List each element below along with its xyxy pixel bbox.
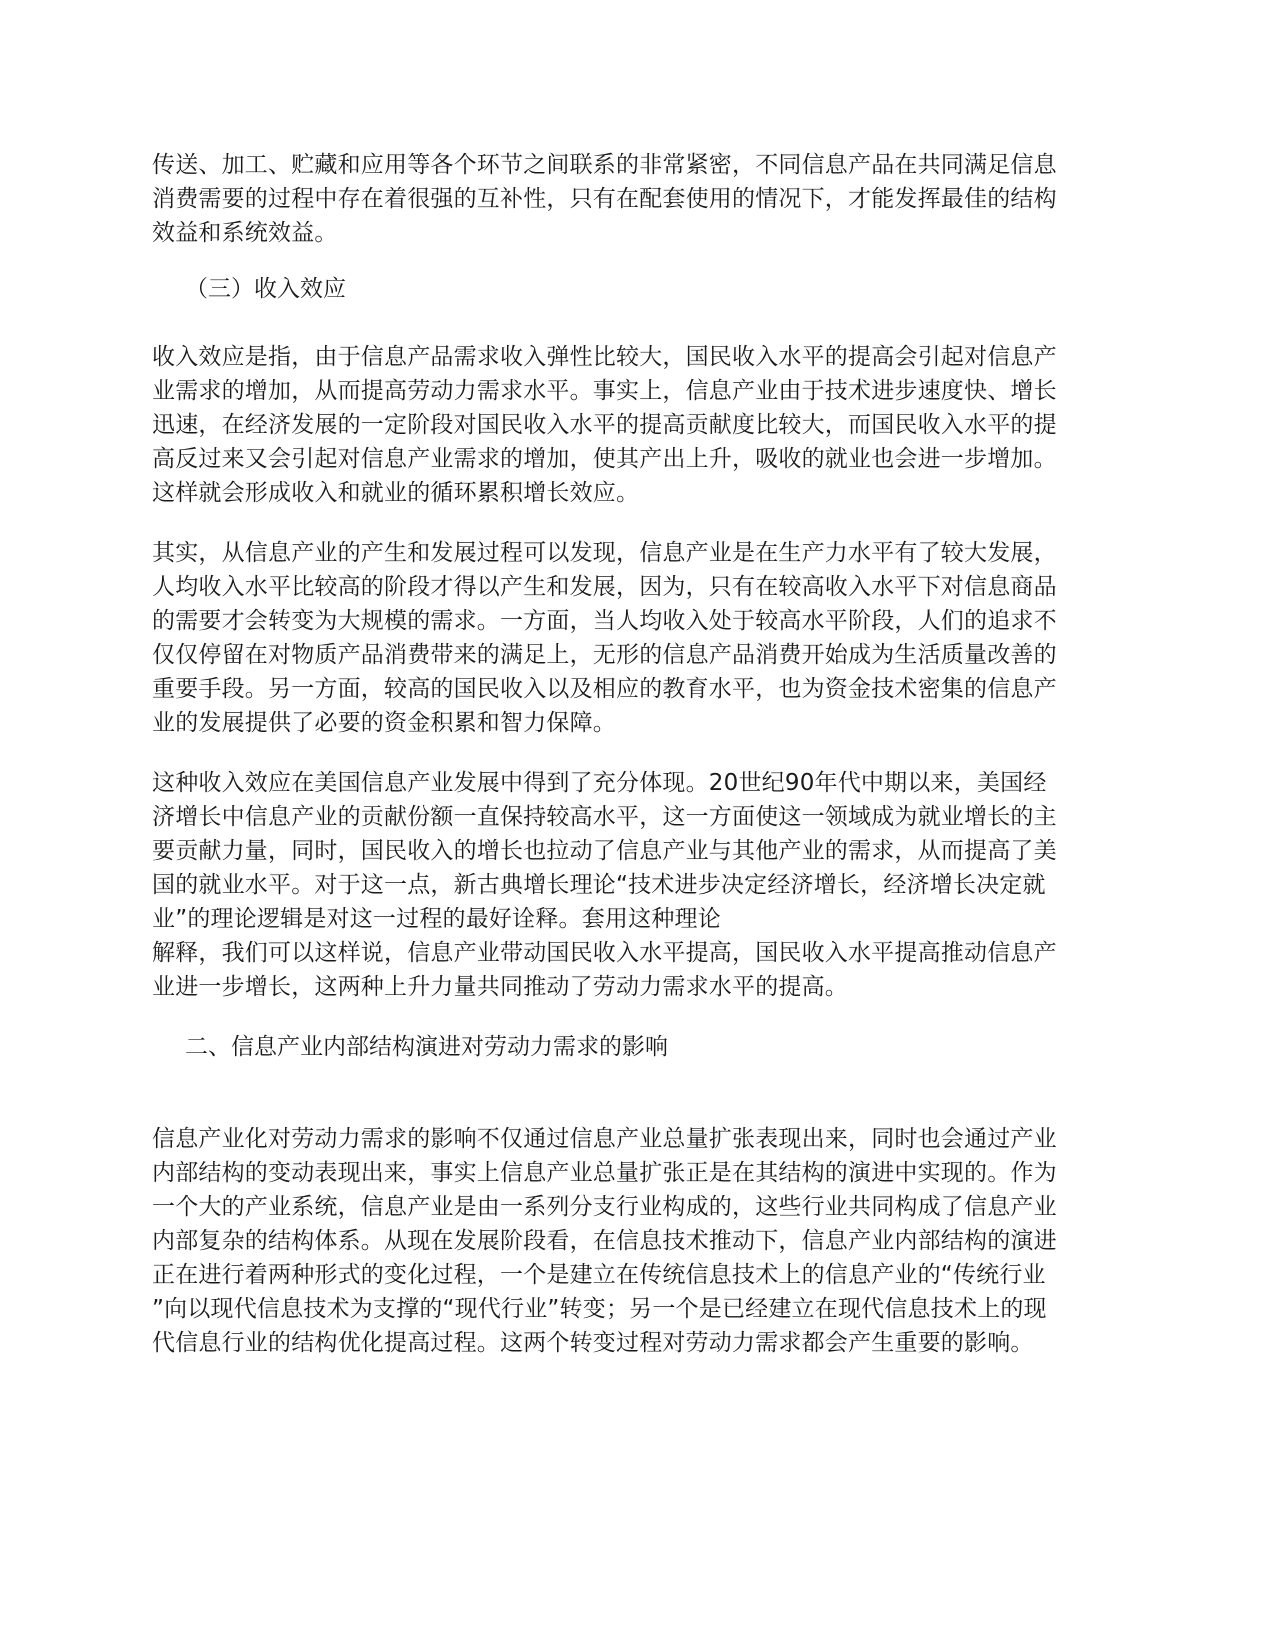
text-line: 仅仅停留在对物质产品消费带来的满足上，无形的信息产品消费开始成为生活质量改善的 xyxy=(152,642,1057,668)
text-line: 业进一步增长，这两种上升力量共同推动了劳动力需求水平的提高。 xyxy=(152,974,848,1000)
text-line: 业的发展提供了必要的资金积累和智力保障。 xyxy=(152,710,616,736)
paragraph-internal-structure xyxy=(152,1122,1127,1360)
text-line: 收入效应是指，由于信息产品需求收入弹性比较大，国民收入水平的提高会引起对信息产 xyxy=(152,344,1057,370)
text-line: 业需求的增加，从而提高劳动力需求水平。事实上，信息产业由于技术进步速度快、增长 xyxy=(152,378,1057,404)
text-line: 内部复杂的结构体系。从现在发展阶段看，在信息技术推动下，信息产业内部结构的演进 xyxy=(152,1228,1057,1254)
text-line: 的需要才会转变为大规模的需求。一方面，当人均收入处于较高水平阶段，人们的追求不 xyxy=(152,608,1057,634)
text-line: 这种收入效应在美国信息产业发展中得到了充分体现。20世纪90年代中期以来，美国经 xyxy=(152,770,1047,796)
text-line: 消费需要的过程中存在着很强的互补性，只有在配套使用的情况下，才能发挥最佳的结构 xyxy=(152,186,1057,212)
text-line: 国的就业水平。对于这一点，新古典增长理论“技术进步决定经济增长，经济增长决定就 xyxy=(152,872,1046,898)
text-line: 重要手段。另一方面，较高的国民收入以及相应的教育水平，也为资金技术密集的信息产 xyxy=(152,676,1057,702)
paragraph-us-example xyxy=(152,766,1127,1004)
section-heading-internal-structure: 二、信息产业内部结构演进对劳动力需求的影响 xyxy=(185,1034,668,1060)
text-line: 效益和系统效益。 xyxy=(152,220,338,246)
text-line: 内部结构的变动表现出来，事实上信息产业总量扩张正是在其结构的演进中实现的。作为 xyxy=(152,1160,1057,1186)
text-line: ”向以现代信息技术为支撑的“现代行业”转变；另一个是已经建立在现代信息技术上的现 xyxy=(152,1296,1047,1322)
text-line: 正在进行着两种形式的变化过程，一个是建立在传统信息技术上的信息产业的“传统行业 xyxy=(152,1262,1046,1288)
text-line: 高反过来又会引起对信息产业需求的增加，使其产出上升，吸收的就业也会进一步增加。 xyxy=(152,446,1057,472)
paragraph-complementarity xyxy=(152,148,1127,250)
section-heading-income-effect: （三）收入效应 xyxy=(185,276,346,302)
text-line: 济增长中信息产业的贡献份额一直保持较高水平，这一方面使这一领域成为就业增长的主 xyxy=(152,804,1057,830)
text-line: 迅速，在经济发展的一定阶段对国民收入水平的提高贡献度比较大，而国民收入水平的提 xyxy=(152,412,1057,438)
paragraph-income-effect-definition xyxy=(152,340,1127,510)
text-line: 信息产业化对劳动力需求的影响不仅通过信息产业总量扩张表现出来，同时也会通过产业 xyxy=(152,1126,1057,1152)
text-line: 解释，我们可以这样说，信息产业带动国民收入水平提高，国民收入水平提高推动信息产 xyxy=(152,940,1057,966)
text-line: 其实，从信息产业的产生和发展过程可以发现，信息产业是在生产力水平有了较大发展， xyxy=(152,540,1057,566)
text-line: 传送、加工、贮藏和应用等各个环节之间联系的非常紧密，不同信息产品在共同满足信息 xyxy=(152,152,1057,178)
text-line: 这样就会形成收入和就业的循环累积增长效应。 xyxy=(152,480,640,506)
paragraph-origin xyxy=(152,536,1127,740)
text-line: 要贡献力量，同时，国民收入的增长也拉动了信息产业与其他产业的需求，从而提高了美 xyxy=(152,838,1057,864)
text-line: 人均收入水平比较高的阶段才得以产生和发展，因为，只有在较高收入水平下对信息商品 xyxy=(152,574,1057,600)
text-line: 业”的理论逻辑是对这一过程的最好诠释。套用这种理论 xyxy=(152,906,721,932)
text-line: 一个大的产业系统，信息产业是由一系列分支行业构成的，这些行业共同构成了信息产业 xyxy=(152,1194,1057,1220)
text-line: 代信息行业的结构优化提高过程。这两个转变过程对劳动力需求都会产生重要的影响。 xyxy=(152,1330,1034,1356)
